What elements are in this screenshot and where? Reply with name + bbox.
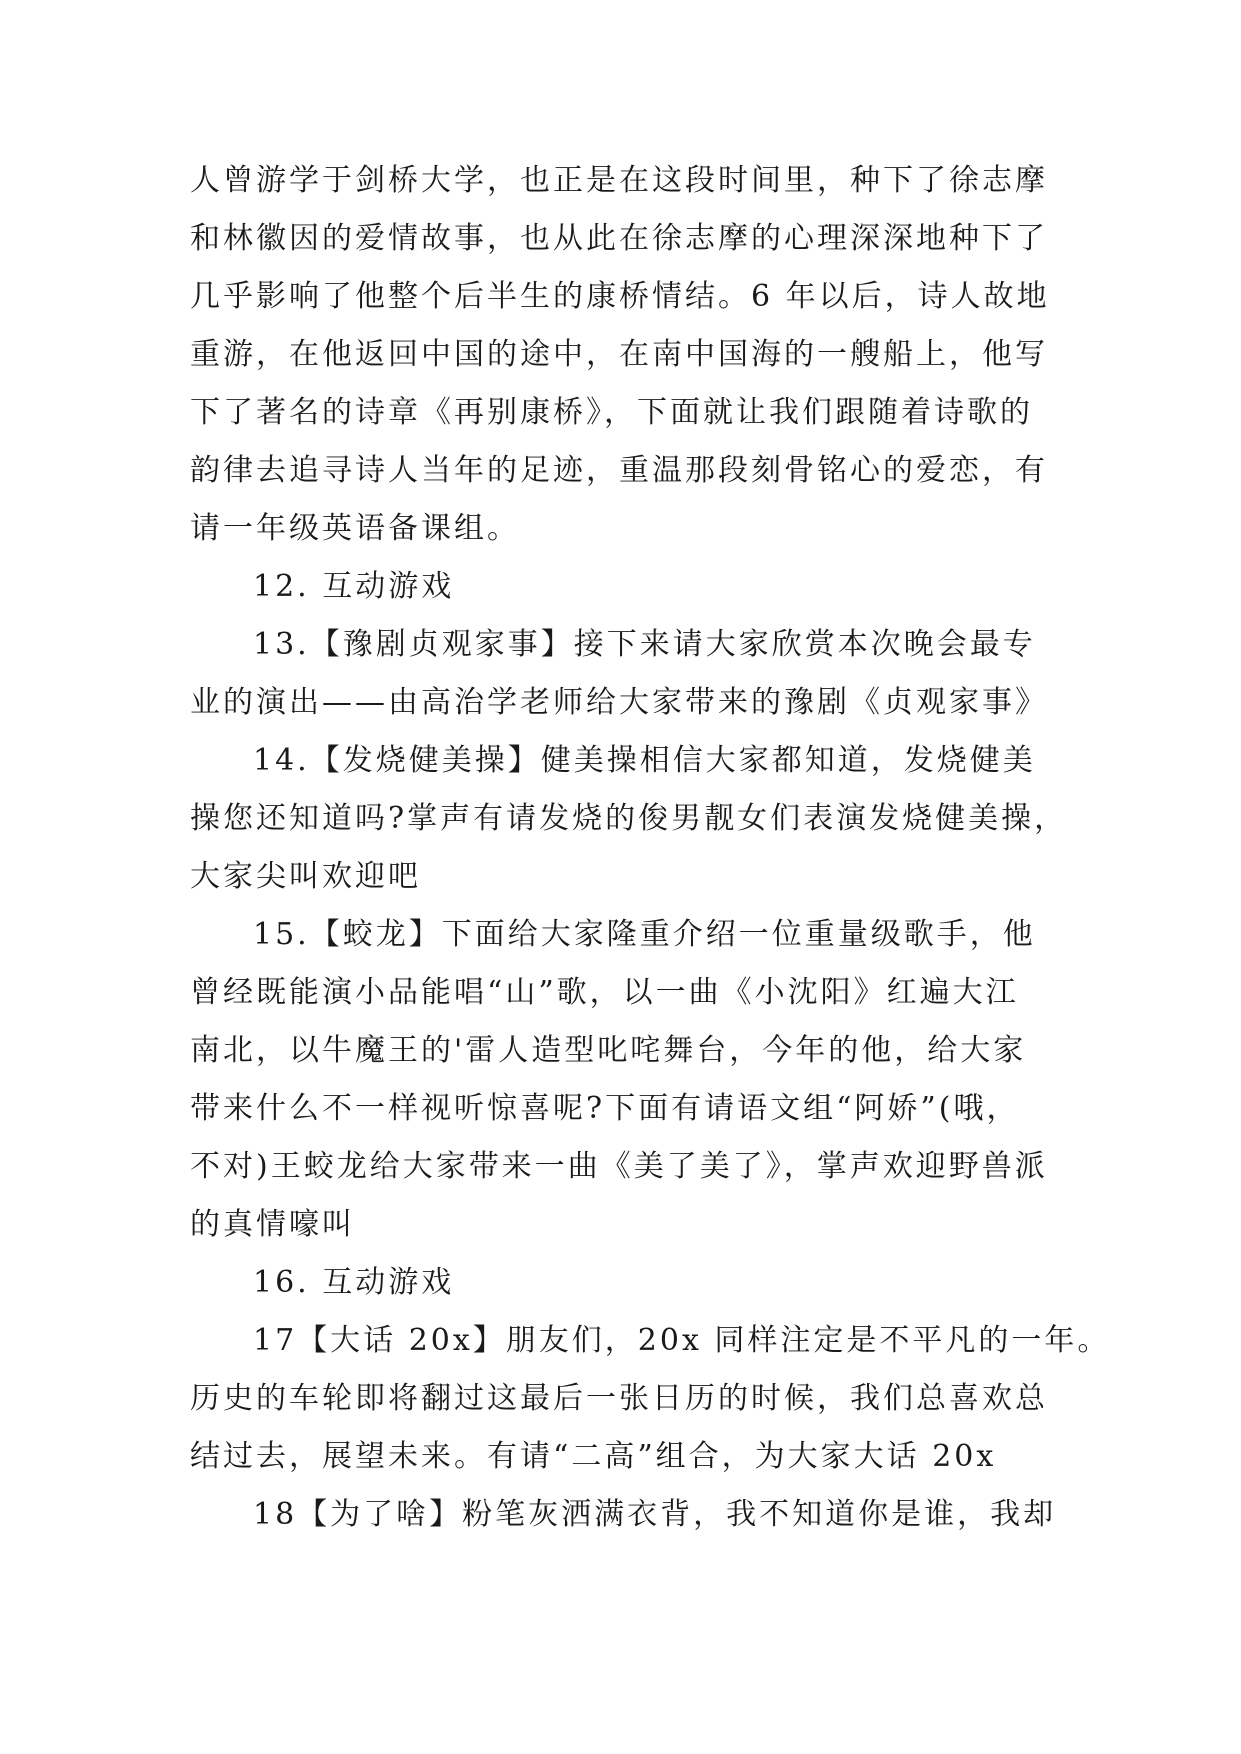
list-item-heading: 18【为了啥】粉笔灰洒满衣背，我不知道你是谁，我却 (253, 1497, 1057, 1532)
list-item-heading: 17【大话 20x】朋友们，20x 同样注定是不平凡的一年。 (253, 1323, 1111, 1358)
text-line: 曾经既能演小品能唱“山”歌，以一曲《小沈阳》红遍大江 (190, 975, 1019, 1010)
text-line: 南北，以牛魔王的'雷人造型叱咤舞台，今年的他，给大家 (190, 1033, 1027, 1068)
text-line: 下了著名的诗章《再别康桥》，下面就让我们跟随着诗歌的 (190, 395, 1033, 430)
text-line: 操您还知道吗?掌声有请发烧的俊男靓女们表演发烧健美操， (190, 801, 1068, 836)
list-item-heading: 14.【发烧健美操】健美操相信大家都知道，发烧健美 (253, 743, 1036, 778)
text-line: 大家尖叫欢迎吧 (190, 859, 421, 894)
text-line: 几乎影响了他整个后半生的康桥情结。6 年以后，诗人故地 (190, 279, 1050, 314)
text-line: 不对)王蛟龙给大家带来一曲《美了美了》，掌声欢迎野兽派 (190, 1149, 1048, 1184)
list-item-heading: 16. 互动游戏 (253, 1265, 455, 1300)
text-line: 的真情嚎叫 (190, 1207, 355, 1242)
list-item-heading: 13.【豫剧贞观家事】接下来请大家欣赏本次晚会最专 (253, 627, 1036, 662)
text-line: 业的演出——由高治学老师给大家带来的豫剧《贞观家事》 (190, 685, 1048, 720)
text-line: 历史的车轮即将翻过这最后一张日历的时候，我们总喜欢总 (190, 1381, 1048, 1416)
text-line: 人曾游学于剑桥大学，也正是在这段时间里，种下了徐志摩 (190, 163, 1048, 198)
text-line: 带来什么不一样视听惊喜呢?下面有请语文组“阿娇”(哦， (190, 1091, 1020, 1126)
list-item-heading: 12. 互动游戏 (253, 569, 455, 604)
text-line: 和林徽因的爱情故事，也从此在徐志摩的心理深深地种下了 (190, 221, 1048, 256)
text-line: 韵律去追寻诗人当年的足迹，重温那段刻骨铭心的爱恋，有 (190, 453, 1048, 488)
text-line: 结过去，展望未来。有请“二高”组合，为大家大话 20x (190, 1439, 997, 1474)
text-line: 重游，在他返回中国的途中，在南中国海的一艘船上，他写 (190, 337, 1048, 372)
list-item-heading: 15.【蛟龙】下面给大家隆重介绍一位重量级歌手，他 (253, 917, 1036, 952)
text-line: 请一年级英语备课组。 (190, 511, 520, 546)
document-body (190, 152, 1111, 1544)
